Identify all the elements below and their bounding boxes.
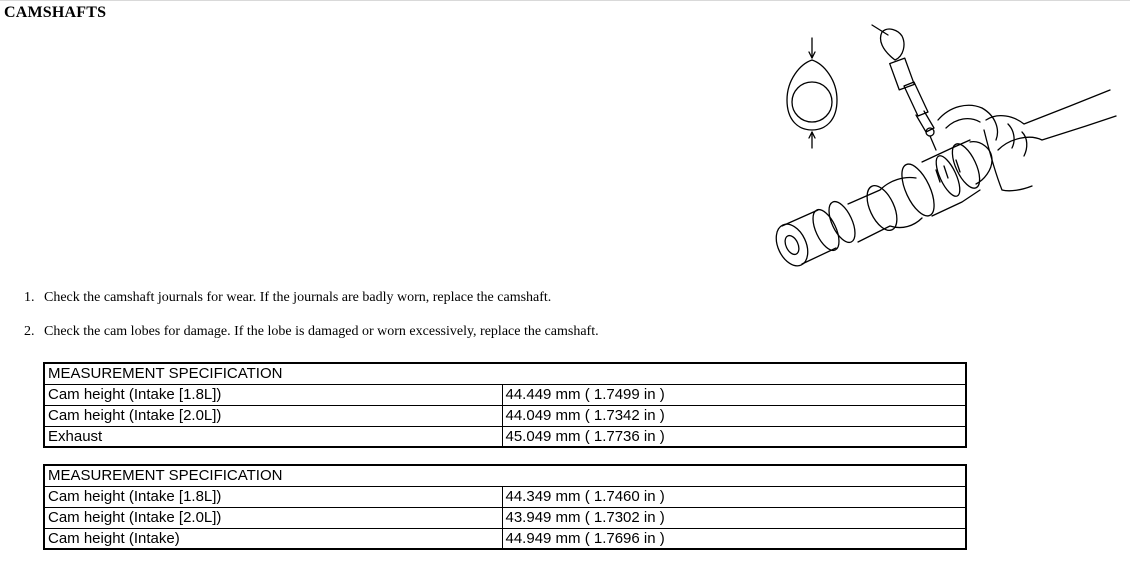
top-divider [0, 0, 1130, 1]
spec-table-1 [43, 362, 967, 448]
spec-value: 44.449 mm ( 1.7499 in ) [502, 384, 966, 405]
table-row [44, 528, 966, 549]
step-number: 1. [24, 290, 35, 305]
spec-label: Cam height (Intake [2.0L]) [44, 507, 502, 528]
hand-icon [984, 90, 1116, 191]
spec-label: Exhaust [44, 426, 502, 447]
step-number: 2. [24, 324, 35, 339]
table-header: MEASUREMENT SPECIFICATION [44, 363, 966, 384]
spec-label: Cam height (Intake [1.8L]) [44, 486, 502, 507]
spec-table-2 [43, 464, 967, 550]
table-row [44, 507, 966, 528]
page-title: CAMSHAFTS [4, 4, 107, 21]
micrometer-icon [872, 25, 997, 150]
step-text: Check the cam lobes for damage. If the lobe is damaged or worn excessively, replace the camshaft. [44, 324, 599, 339]
spec-label: Cam height (Intake) [44, 528, 502, 549]
spec-value: 45.049 mm ( 1.7736 in ) [502, 426, 966, 447]
table-row [44, 384, 966, 405]
table-header-row [44, 465, 966, 486]
table-header-row [44, 363, 966, 384]
spec-label: Cam height (Intake [2.0L]) [44, 405, 502, 426]
spec-label: Cam height (Intake [1.8L]) [44, 384, 502, 405]
spec-value: 44.949 mm ( 1.7696 in ) [502, 528, 966, 549]
table-row [44, 426, 966, 447]
camshaft-icon [770, 140, 992, 271]
step-text: Check the camshaft journals for wear. If the journals are badly worn, replace the camshaft. [44, 290, 552, 305]
inspection-steps [24, 290, 599, 358]
table-row [44, 486, 966, 507]
list-item [24, 324, 599, 340]
spec-value: 43.949 mm ( 1.7302 in ) [502, 507, 966, 528]
spec-value: 44.049 mm ( 1.7342 in ) [502, 405, 966, 426]
camshaft-measurement-illustration [770, 20, 1130, 280]
cam-lobe-profile-icon [787, 38, 837, 148]
list-item [24, 290, 599, 306]
table-header: MEASUREMENT SPECIFICATION [44, 465, 966, 486]
spec-value: 44.349 mm ( 1.7460 in ) [502, 486, 966, 507]
table-row [44, 405, 966, 426]
